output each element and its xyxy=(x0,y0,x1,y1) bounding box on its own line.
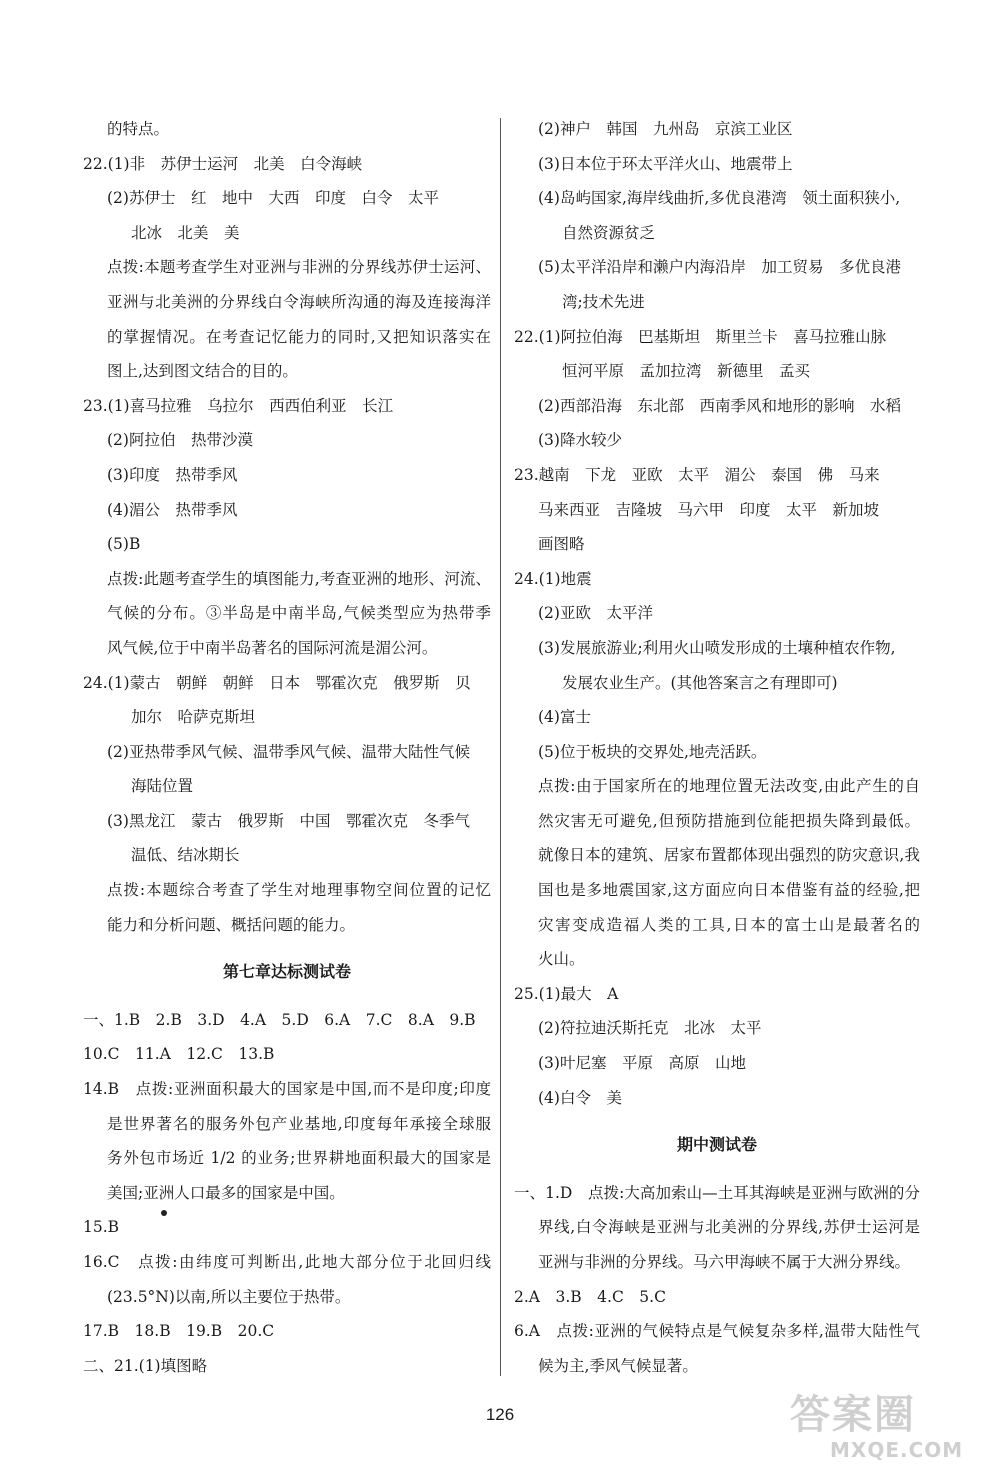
answer-line: 是世界著名的服务外包产业基地,印度每年承接全球服 xyxy=(107,1114,491,1133)
answer-line: 画图略 xyxy=(538,535,585,554)
answer-line: 美国;亚洲人口最多的国家是中国。 xyxy=(107,1183,345,1202)
answer-line: 北冰 北美 美 xyxy=(131,223,240,242)
answer-line: (23.5°N)以南,所以主要位于热带。 xyxy=(107,1287,351,1306)
question-line: 10.C 11.A 12.C 13.B xyxy=(83,1045,275,1064)
answer-line: 候为主,季风气候显著。 xyxy=(538,1356,698,1375)
answer-line: 就像日本的建筑、居家布置都体现出强烈的防灾意识,我 xyxy=(538,846,920,865)
answer-line: (2)西部沿海 东北部 西南季风和地形的影响 水稻 xyxy=(538,396,901,415)
answer-line: 务外包市场近 1/2 的业务;世界耕地面积最大的国家是 xyxy=(107,1149,491,1168)
answer-line: (3)日本位于环太平洋火山、地震带上 xyxy=(538,154,793,173)
answer-line: (4)湄公 热带季风 xyxy=(107,500,238,519)
answer-line: (2)亚热带季风气候、温带季风气候、温带大陆性气候 xyxy=(107,742,470,761)
answer-line: (5)B xyxy=(107,535,141,554)
answer-line: 图上,达到图文结合的目的。 xyxy=(107,362,298,381)
answer-line: (2)阿拉伯 热带沙漠 xyxy=(107,431,253,450)
answer-line: 国也是多地震国家,这方面应向日本借鉴有益的经验,把 xyxy=(538,881,920,900)
answer-line: 气候的分布。③半岛是中南半岛,气候类型应为热带季 xyxy=(107,604,491,623)
column-divider xyxy=(500,118,501,1376)
stray-dot xyxy=(161,1210,167,1216)
answer-line: (4)富士 xyxy=(538,708,591,727)
answer-line: (3)降水较少 xyxy=(538,431,622,450)
watermark-title: 答案圈 xyxy=(790,1392,916,1438)
answer-line: 的掌握情况。在考查记忆能力的同时,又把知识落实在 xyxy=(107,327,491,346)
answer-line: (2)符拉迪沃斯托克 北冰 太平 xyxy=(538,1019,762,1038)
answer-line: 亚洲与北美洲的分界线白令海峡所沟通的海及连接海洋 xyxy=(107,292,491,311)
answer-line: (2)苏伊士 红 地中 大西 印度 白令 太平 xyxy=(107,189,439,208)
answer-line: (3)印度 热带季风 xyxy=(107,465,238,484)
answer-line: 的特点。 xyxy=(107,120,170,138)
question-line: 25.(1)最大 A xyxy=(514,984,619,1003)
question-line: 二、21.(1)填图略 xyxy=(83,1356,208,1375)
question-line: 一、1.B 2.B 3.D 4.A 5.D 6.A 7.C 8.A 9.B xyxy=(83,1010,476,1029)
answer-line: 灾害变成造福人类的工具,日本的富士山是最著名的 xyxy=(538,915,920,934)
question-line: 24.(1)蒙古 朝鲜 朝鲜 日本 鄂霍次克 俄罗斯 贝 xyxy=(83,673,471,692)
answer-line: 然灾害无可避免,但预防措施到位能把损失降到最低。 xyxy=(538,811,920,830)
answer-line: (2)神户 韩国 九州岛 京滨工业区 xyxy=(538,120,793,138)
answer-line: 点拨:本题综合考查了学生对地理事物空间位置的记忆 xyxy=(107,881,491,900)
answer-line: 火山。 xyxy=(538,950,585,969)
watermark-logo xyxy=(790,1392,985,1470)
answer-line: 能力和分析问题、概括问题的能力。 xyxy=(107,915,356,934)
question-line: 23.(1)喜马拉雅 乌拉尔 西西伯利亚 长江 xyxy=(83,396,394,415)
answer-line: 界线,白令海峡是亚洲与北美洲的分界线,苏伊士运河是 xyxy=(538,1218,920,1237)
question-line: 17.B 18.B 19.B 20.C xyxy=(83,1322,275,1341)
left-column xyxy=(83,112,491,1383)
answer-line: 点拨:此题考查学生的填图能力,考查亚洲的地形、河流、 xyxy=(107,569,491,588)
answer-line: 自然资源贫乏 xyxy=(562,223,656,242)
answer-line: 点拨:由于国家所在的地理位置无法改变,由此产生的自 xyxy=(538,777,920,796)
answer-line: (2)亚欧 太平洋 xyxy=(538,604,653,623)
answer-line: (5)太平洋沿岸和濑户内海沿岸 加工贸易 多优良港 xyxy=(538,258,901,277)
answer-line: 湾;技术先进 xyxy=(562,292,645,311)
answer-line: (4)白令 美 xyxy=(538,1088,622,1107)
page-number: 126 xyxy=(485,1405,515,1424)
right-column xyxy=(514,112,920,1383)
question-line: 一、1.D 点拨:大高加索山—土耳其海峡是亚洲与欧洲的分 xyxy=(514,1183,920,1202)
question-line: 22.(1)阿拉伯海 巴基斯坦 斯里兰卡 喜马拉雅山脉 xyxy=(514,327,887,346)
answer-line: 点拨:本题考查学生对亚洲与非洲的分界线苏伊士运河、 xyxy=(107,258,491,277)
question-line: 16.C 点拨:由纬度可判断出,此地大部分位于北回归线 xyxy=(83,1253,491,1271)
section-heading: 第七章达标测试卷 xyxy=(222,962,351,982)
answer-line: 温低、结冰期长 xyxy=(131,846,240,865)
answer-line: 恒河平原 孟加拉湾 新德里 孟买 xyxy=(562,362,811,381)
answer-line: (4)岛屿国家,海岸线曲折,多优良港湾 领土面积狭小, xyxy=(538,189,901,208)
answer-line: (5)位于板块的交界处,地壳活跃。 xyxy=(538,742,767,761)
answer-line: (3)发展旅游业;利用火山喷发形成的土壤种植农作物, xyxy=(538,638,896,657)
question-line: 24.(1)地震 xyxy=(514,569,592,588)
answer-line: 发展农业生产。(其他答案言之有理即可) xyxy=(562,673,838,692)
question-line: 14.B 点拨:亚洲面积最大的国家是中国,而不是印度;印度 xyxy=(83,1080,491,1099)
answer-line: 亚洲与非洲的分界线。马六甲海峡不属于大洲分界线。 xyxy=(538,1253,911,1271)
watermark-url: MXQE.COM xyxy=(830,1438,964,1462)
section-heading: 期中测试卷 xyxy=(676,1135,757,1155)
answer-line: 马来西亚 吉隆坡 马六甲 印度 太平 新加坡 xyxy=(538,500,880,519)
question-line: 15.B xyxy=(83,1218,120,1237)
question-line: 23.越南 下龙 亚欧 太平 湄公 泰国 佛 马来 xyxy=(514,465,880,484)
answer-line: 海陆位置 xyxy=(131,777,194,796)
answer-line: (3)叶尼塞 平原 高原 山地 xyxy=(538,1054,746,1073)
answer-line: 风气候,位于中南半岛著名的国际河流是湄公河。 xyxy=(107,638,438,657)
answer-line: 加尔 哈萨克斯坦 xyxy=(131,708,256,727)
question-line: 22.(1)非 苏伊士运河 北美 白令海峡 xyxy=(83,154,363,173)
question-line: 2.A 3.B 4.C 5.C xyxy=(514,1287,666,1306)
answer-line: (3)黑龙江 蒙古 俄罗斯 中国 鄂霍次克 冬季气 xyxy=(107,811,470,830)
question-line: 6.A 点拨:亚洲的气候特点是气候复杂多样,温带大陆性气 xyxy=(514,1322,920,1341)
